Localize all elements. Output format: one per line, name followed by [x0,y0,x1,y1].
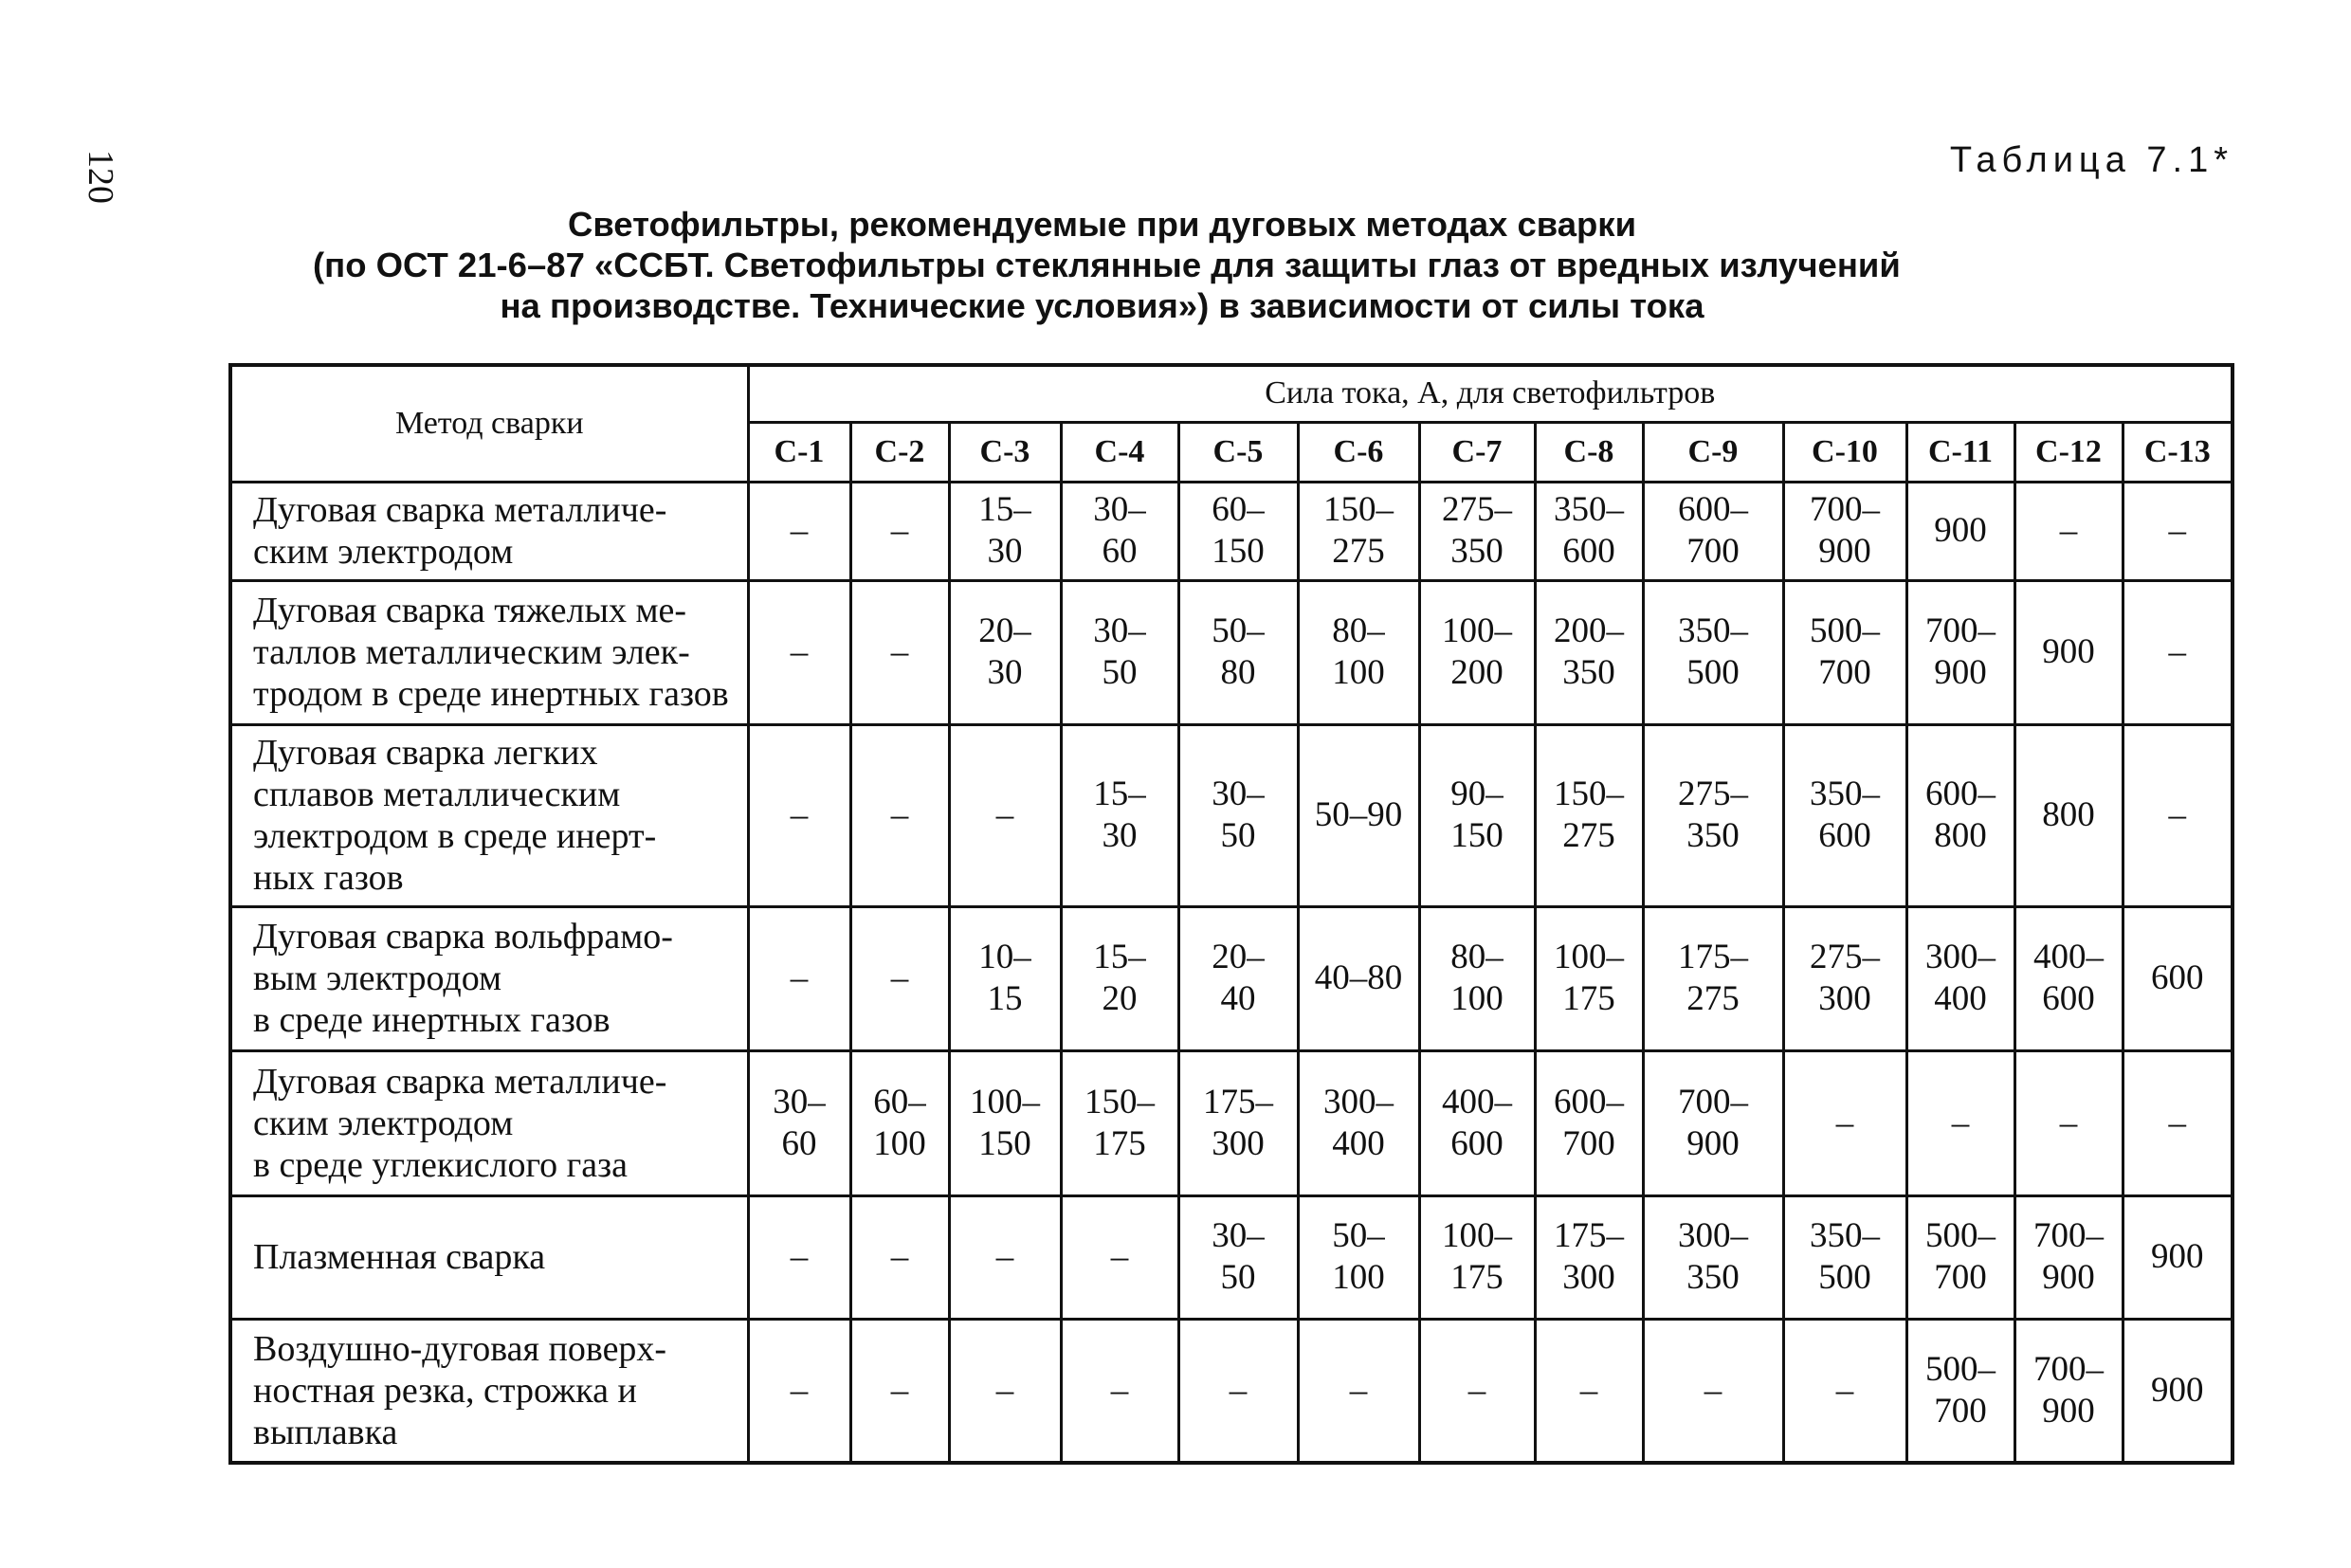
current-value-cell: 40–80 [1298,906,1419,1050]
current-value-cell: 500– 700 [1906,1319,2014,1463]
filter-header-6: С-6 [1298,422,1419,482]
current-value-cell: – [850,1319,949,1463]
current-value-cell: 900 [1906,482,2014,580]
current-value-cell: 50–90 [1298,724,1419,906]
current-value-cell: – [748,482,850,580]
current-value-cell: – [949,1319,1061,1463]
current-value-cell: – [1783,1319,1906,1463]
current-value-cell: – [1061,1319,1178,1463]
current-header: Сила тока, А, для светофильтров [748,365,2233,422]
current-value-cell: – [850,724,949,906]
current-value-cell: 15– 20 [1061,906,1178,1050]
current-value-cell: 150– 275 [1535,724,1643,906]
filter-header-7: С-7 [1419,422,1535,482]
current-value-cell: 50– 80 [1178,580,1298,724]
filter-header-10: С-10 [1783,422,1906,482]
method-cell: Дуговая сварка металличе- ским электродом в среде углекислого газа [230,1050,748,1195]
current-value-cell: 20– 30 [949,580,1061,724]
current-value-cell: – [2123,580,2233,724]
filter-header-8: С-8 [1535,422,1643,482]
table-row [230,1319,2233,1463]
current-value-cell: 50– 100 [1298,1195,1419,1319]
current-value-cell: – [850,1195,949,1319]
current-value-cell: – [2123,724,2233,906]
current-value-cell: 175– 300 [1535,1195,1643,1319]
current-value-cell: 300– 350 [1643,1195,1783,1319]
method-cell: Дуговая сварка вольфрамо- вым электродом в среде инертных газов [230,906,748,1050]
current-value-cell: 30– 60 [748,1050,850,1195]
current-value-cell: 350– 600 [1783,724,1906,906]
current-value-cell: 700– 900 [2014,1195,2123,1319]
method-cell: Дуговая сварка металличе- ским электродом [230,482,748,580]
current-value-cell: – [1535,1319,1643,1463]
filter-header-12: С-12 [2014,422,2123,482]
current-value-cell: – [1178,1319,1298,1463]
current-value-cell: 600– 700 [1535,1050,1643,1195]
current-value-cell: – [748,906,850,1050]
filter-header-2: С-2 [850,422,949,482]
current-value-cell: 30– 50 [1178,1195,1298,1319]
current-value-cell: 350– 500 [1783,1195,1906,1319]
table-title [313,204,1901,326]
current-value-cell: 900 [2123,1319,2233,1463]
current-value-cell: 500– 700 [1783,580,1906,724]
table-row [230,906,2233,1050]
current-value-cell: – [2123,1050,2233,1195]
current-value-cell: 400– 600 [1419,1050,1535,1195]
current-value-cell: – [1419,1319,1535,1463]
current-value-cell: 60– 100 [850,1050,949,1195]
current-value-cell: 700– 900 [2014,1319,2123,1463]
current-value-cell: – [2014,1050,2123,1195]
current-value-cell: 600 [2123,906,2233,1050]
method-cell: Воздушно-дуговая поверх- ностная резка, строжка и выплавка [230,1319,748,1463]
current-value-cell: – [1061,1195,1178,1319]
current-value-cell: 600– 800 [1906,724,2014,906]
current-value-cell: – [850,482,949,580]
current-value-cell: 800 [2014,724,2123,906]
current-value-cell: 90– 150 [1419,724,1535,906]
current-value-cell: – [1906,1050,2014,1195]
title-line-3: на производстве. Технические условия») в зависимости от силы тока [500,286,1704,325]
light-filter-table [228,363,2234,1465]
current-value-cell: – [949,724,1061,906]
current-value-cell: 15– 30 [1061,724,1178,906]
table-row [230,482,2233,580]
current-value-cell: 80– 100 [1298,580,1419,724]
current-value-cell: 150– 275 [1298,482,1419,580]
table-row [230,724,2233,906]
current-value-cell: 175– 275 [1643,906,1783,1050]
current-value-cell: 600– 700 [1643,482,1783,580]
method-cell: Дуговая сварка легких сплавов металлическим электродом в среде инерт- ных газов [230,724,748,906]
current-value-cell: – [748,580,850,724]
filter-header-9: С-9 [1643,422,1783,482]
current-value-cell: – [850,906,949,1050]
current-value-cell: 150– 175 [1061,1050,1178,1195]
filter-header-4: С-4 [1061,422,1178,482]
current-value-cell: – [2123,482,2233,580]
current-value-cell: – [949,1195,1061,1319]
current-value-cell: 300– 400 [1298,1050,1419,1195]
current-value-cell: – [1298,1319,1419,1463]
current-value-cell: 100– 150 [949,1050,1061,1195]
table-row [230,1050,2233,1195]
current-value-cell: 10– 15 [949,906,1061,1050]
table-label: Таблица 7.1* [1949,140,2233,180]
filter-header-1: С-1 [748,422,850,482]
filter-header-13: С-13 [2123,422,2233,482]
current-value-cell: 275– 350 [1643,724,1783,906]
filter-header-3: С-3 [949,422,1061,482]
current-value-cell: 200– 350 [1535,580,1643,724]
current-value-cell: 400– 600 [2014,906,2123,1050]
current-value-cell: 100– 175 [1535,906,1643,1050]
current-value-cell: – [748,724,850,906]
method-cell: Дуговая сварка тяжелых ме- таллов металлическим элек- тродом в среде инертных газов [230,580,748,724]
current-value-cell: 900 [2014,580,2123,724]
current-value-cell: 30– 50 [1061,580,1178,724]
method-cell: Плазменная сварка [230,1195,748,1319]
page-number: 120 [81,150,120,204]
table-row [230,580,2233,724]
current-value-cell: 700– 900 [1643,1050,1783,1195]
current-value-cell: 700– 900 [1783,482,1906,580]
current-value-cell: 80– 100 [1419,906,1535,1050]
current-value-cell: 100– 200 [1419,580,1535,724]
method-header: Метод сварки [230,365,748,482]
current-value-cell: 350– 500 [1643,580,1783,724]
table-row [230,1195,2233,1319]
current-value-cell: 175– 300 [1178,1050,1298,1195]
current-value-cell: 30– 50 [1178,724,1298,906]
current-value-cell: – [748,1319,850,1463]
current-value-cell: 900 [2123,1195,2233,1319]
filter-header-11: С-11 [1906,422,2014,482]
current-value-cell: 30– 60 [1061,482,1178,580]
current-value-cell: – [850,580,949,724]
title-line-1: Светофильтры, рекомендуемые при дуговых методах сварки [567,205,1637,244]
current-value-cell: – [2014,482,2123,580]
current-value-cell: 60– 150 [1178,482,1298,580]
current-value-cell: 275– 300 [1783,906,1906,1050]
current-value-cell: 500– 700 [1906,1195,2014,1319]
current-value-cell: 15– 30 [949,482,1061,580]
current-value-cell: 275– 350 [1419,482,1535,580]
current-value-cell: 100– 175 [1419,1195,1535,1319]
current-value-cell: – [1643,1319,1783,1463]
filter-header-5: С-5 [1178,422,1298,482]
current-value-cell: – [1783,1050,1906,1195]
current-value-cell: 700– 900 [1906,580,2014,724]
current-value-cell: 20– 40 [1178,906,1298,1050]
title-line-2: (по ОСТ 21-6–87 «ССБТ. Светофильтры стеклянные для защиты глаз от вредных излучений [313,246,1901,284]
current-value-cell: 300– 400 [1906,906,2014,1050]
current-value-cell: 350– 600 [1535,482,1643,580]
current-value-cell: – [748,1195,850,1319]
